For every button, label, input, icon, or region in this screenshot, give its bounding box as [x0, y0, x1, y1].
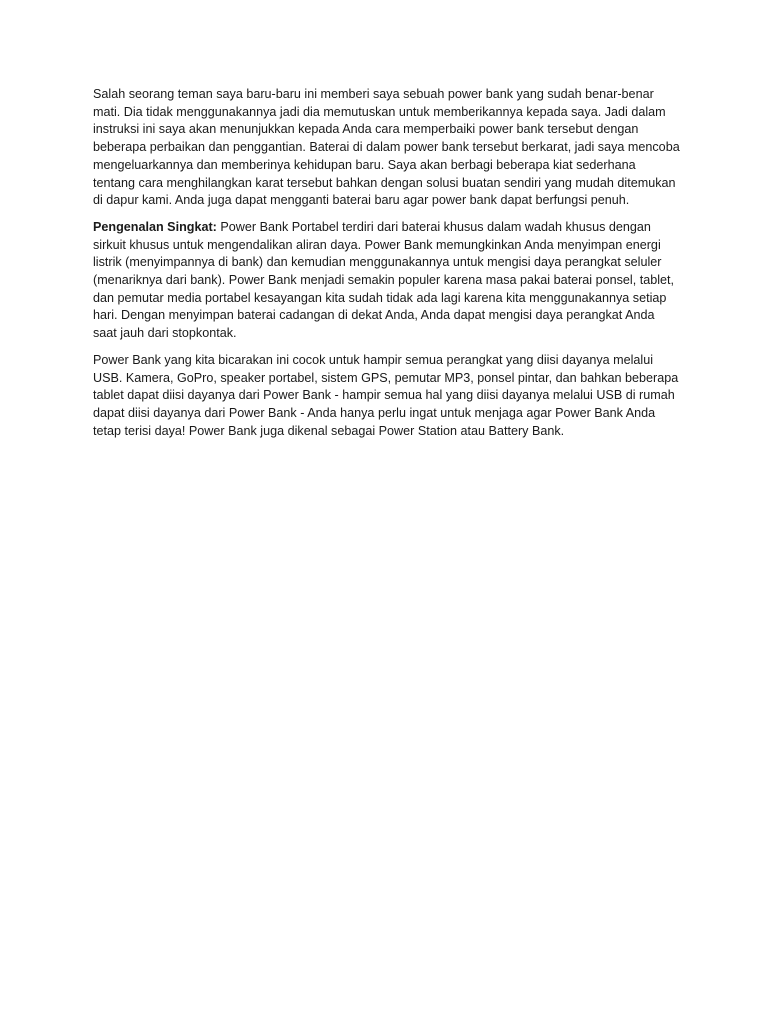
- paragraph-intro-text: Salah seorang teman saya baru-baru ini memberi saya sebuah power bank yang sudah benar-benar mati. Dia tidak menggunakannya jadi dia memutuskan untuk memberikannya kepada saya. Jadi dalam instruksi ini saya akan menunjukkan kepada Anda cara memperbaiki power bank tersebut dengan beberapa perbaikan dan penggantian. Baterai di dalam power bank tersebut berkarat, jadi saya mencoba mengeluarkannya dan memberinya kehidupan baru. Saya akan berbagi beberapa kiat sederhana tentang cara menghilangkan karat tersebut bahkan dengan solusi buatan sendiri yang mudah ditemukan di dapur kami. Anda juga dapat mengganti baterai baru agar power bank dapat berfungsi penuh.: [93, 87, 680, 208]
- paragraph-brief-introduction-text: Power Bank Portabel terdiri dari baterai khusus dalam wadah khusus dengan sirkuit khusus untuk mengendalikan aliran daya. Power Bank memungkinkan Anda menyimpan energi listrik (menyimpannya di bank) dan kemudian menggunakannya untuk mengisi daya perangkat seluler (menariknya dari bank). Power Bank menjadi semakin populer karena masa pakai baterai ponsel, tablet, dan pemutar media portabel kesayangan kita sudah tidak ada lagi karena kita menggunakannya setiap hari. Dengan menyimpan baterai cadangan di dekat Anda, Anda dapat mengisi daya perangkat Anda saat jauh dari stopkontak.: [93, 219, 675, 341]
- paragraph-usage-text: Power Bank yang kita bicarakan ini cocok untuk hampir semua perangkat yang diisi dayanya melalui USB. Kamera, GoPro, speaker portabel, sistem GPS, pemutar MP3, ponsel pintar, dan bahkan beberapa tablet dapat diisi dayanya dari Power Bank - hampir semua hal yang diisi dayanya melalui USB di rumah dapat diisi dayanya dari Power Bank - Anda hanya perlu ingat untuk menjaga agar Power Bank Anda tetap terisi daya! Power Bank juga dikenal sebagai Power Station atau Battery Bank.: [93, 352, 679, 438]
- paragraph-lead-heading: Pengenalan Singkat:: [93, 219, 217, 234]
- paragraph-brief-introduction: [93, 219, 681, 343]
- paragraph-intro: [93, 86, 681, 210]
- document-body: [93, 86, 681, 449]
- paragraph-usage: [93, 352, 681, 441]
